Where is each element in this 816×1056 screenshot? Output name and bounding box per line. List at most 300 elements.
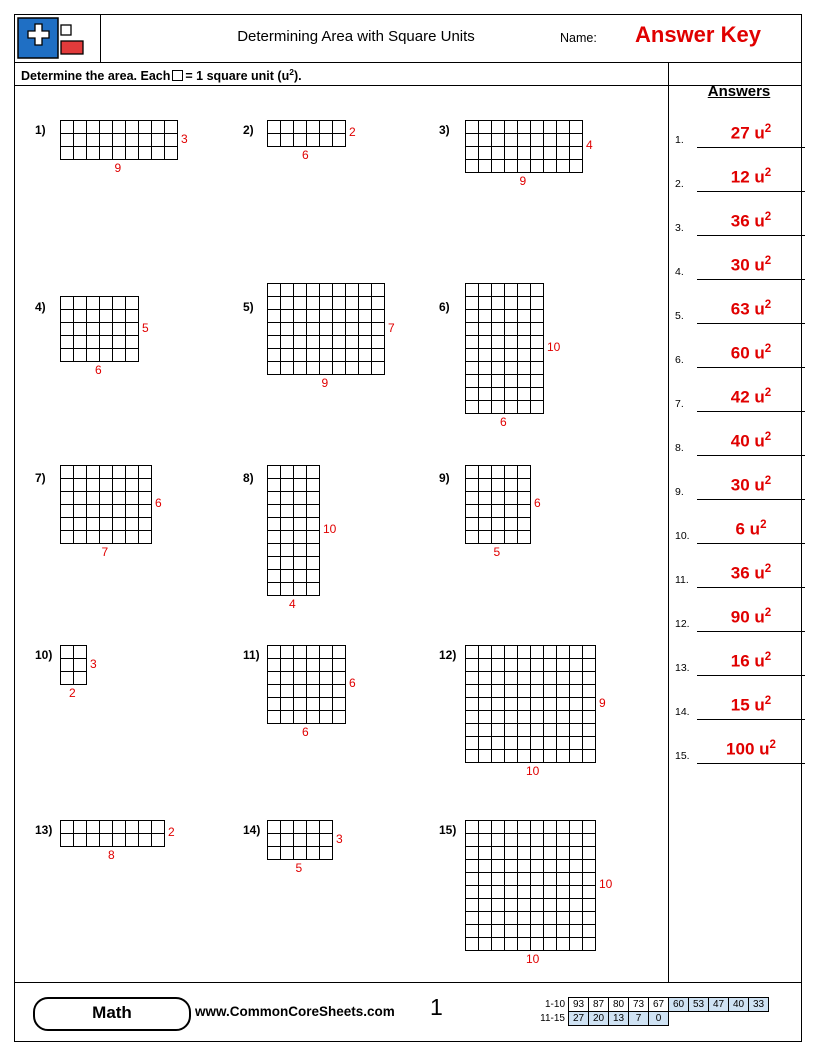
grid-cell <box>505 297 518 310</box>
answer-exponent: 2 <box>764 211 772 223</box>
grid-cell <box>294 505 307 518</box>
grid-cell <box>346 297 359 310</box>
grid-cell <box>466 388 479 401</box>
grid-cell <box>113 492 126 505</box>
grid-cell <box>505 388 518 401</box>
width-label: 9 <box>114 161 122 175</box>
grid-cell <box>61 479 74 492</box>
grid-cell <box>74 147 87 160</box>
answer-number: 7. <box>675 398 684 410</box>
grid-cell <box>346 310 359 323</box>
grid-cell <box>281 570 294 583</box>
grid-cell <box>113 323 126 336</box>
grid-cell <box>126 531 139 544</box>
subject-badge: Math <box>33 997 191 1031</box>
grid-cell <box>294 531 307 544</box>
grid-cell <box>307 685 320 698</box>
answer-line <box>697 411 805 412</box>
grid-cell <box>505 505 518 518</box>
width-label: 9 <box>519 174 527 188</box>
grid-cell <box>165 121 178 134</box>
answer-exponent: 2 <box>764 255 772 267</box>
grid-cell <box>570 672 583 685</box>
grid-cell <box>281 544 294 557</box>
grid-cell <box>268 531 281 544</box>
page-title: Determining Area with Square Units <box>237 28 475 45</box>
grid-cell <box>570 925 583 938</box>
grid-cell <box>113 518 126 531</box>
grid-cell <box>505 336 518 349</box>
grid-cell <box>139 134 152 147</box>
grid-cell <box>61 821 74 834</box>
grid-cell <box>359 310 372 323</box>
grid-cell <box>583 938 596 951</box>
grid-cell <box>505 860 518 873</box>
problem-grid <box>267 283 385 375</box>
grid-cell <box>466 349 479 362</box>
grid-cell <box>544 698 557 711</box>
grid-cell <box>268 362 281 375</box>
grid-cell <box>557 134 570 147</box>
grid-cell <box>281 505 294 518</box>
grid-cell <box>531 646 544 659</box>
grid-cell <box>518 659 531 672</box>
grid-cell <box>570 938 583 951</box>
grid-cell <box>281 698 294 711</box>
grid-cell <box>505 834 518 847</box>
grid-cell <box>466 821 479 834</box>
grid-cell <box>479 925 492 938</box>
grid-cell <box>544 860 557 873</box>
grid-cell <box>61 323 74 336</box>
grid-cell <box>518 323 531 336</box>
grid-cell <box>320 310 333 323</box>
grid-cell <box>557 834 570 847</box>
answer-line <box>697 367 805 368</box>
grid-cell <box>126 518 139 531</box>
score-table <box>535 997 769 1026</box>
grid-cell <box>518 899 531 912</box>
grid-cell <box>518 711 531 724</box>
problem-grid <box>60 820 165 847</box>
grid-cell <box>268 121 281 134</box>
grid-cell <box>531 362 544 375</box>
grid-cell <box>531 310 544 323</box>
grid-cell <box>294 362 307 375</box>
grid-cell <box>113 821 126 834</box>
grid-cell <box>518 492 531 505</box>
grid-cell <box>359 336 372 349</box>
grid-cell <box>557 750 570 763</box>
problem-grid <box>267 645 346 724</box>
grid-cell <box>74 821 87 834</box>
grid-cell <box>531 724 544 737</box>
grid-cell <box>165 134 178 147</box>
grid-cell <box>479 531 492 544</box>
grid-cell <box>74 659 87 672</box>
answer-row <box>675 379 805 421</box>
grid-cell <box>333 297 346 310</box>
grid-cell <box>531 297 544 310</box>
grid-cell <box>307 297 320 310</box>
problem-number: 8) <box>243 471 254 485</box>
grid-cell <box>139 492 152 505</box>
grid-cell <box>518 821 531 834</box>
grid-cell <box>333 284 346 297</box>
grid-cell <box>126 505 139 518</box>
grid-cell <box>479 362 492 375</box>
grid-cell <box>268 847 281 860</box>
grid-cell <box>126 821 139 834</box>
width-label: 5 <box>295 861 303 875</box>
grid-cell <box>126 121 139 134</box>
score-cell: 80 <box>609 998 629 1012</box>
width-label: 10 <box>526 764 540 778</box>
grid-cell <box>466 310 479 323</box>
grid-cell <box>61 518 74 531</box>
grid-cell <box>479 698 492 711</box>
grid-cell <box>113 834 126 847</box>
grid-cell <box>557 938 570 951</box>
grid-cell <box>74 492 87 505</box>
grid-cell <box>544 659 557 672</box>
grid-cell <box>544 925 557 938</box>
grid-cell <box>466 899 479 912</box>
answer-line <box>697 499 805 500</box>
grid-cell <box>492 121 505 134</box>
grid-cell <box>87 505 100 518</box>
problem-number: 1) <box>35 123 46 137</box>
answer-row <box>675 643 805 685</box>
grid-cell <box>281 518 294 531</box>
grid-cell <box>268 685 281 698</box>
grid-cell <box>492 646 505 659</box>
answer-exponent: 2 <box>764 563 772 575</box>
grid-cell <box>74 349 87 362</box>
grid-cell <box>518 134 531 147</box>
grid-cell <box>479 518 492 531</box>
grid-cell <box>505 938 518 951</box>
grid-cell <box>152 134 165 147</box>
grid-cell <box>346 336 359 349</box>
grid-cell <box>518 737 531 750</box>
grid-cell <box>320 698 333 711</box>
height-label: 2 <box>349 125 356 139</box>
answer-value: 15 $u^2$ <box>730 695 772 715</box>
grid-cell <box>583 646 596 659</box>
grid-cell <box>479 375 492 388</box>
grid-cell <box>466 297 479 310</box>
grid-cell <box>466 531 479 544</box>
grid-cell <box>372 349 385 362</box>
grid-cell <box>320 711 333 724</box>
score-cell: 53 <box>689 998 709 1012</box>
grid-cell <box>544 672 557 685</box>
width-label: 6 <box>95 363 102 377</box>
grid-cell <box>531 659 544 672</box>
grid-cell <box>281 336 294 349</box>
grid-cell <box>544 711 557 724</box>
grid-cell <box>139 518 152 531</box>
answer-line <box>697 191 805 192</box>
grid-cell <box>492 531 505 544</box>
answer-number: 15. <box>675 750 690 762</box>
grid-cell <box>466 750 479 763</box>
answer-value: 36 $u^2$ <box>730 211 772 231</box>
answer-exponent: 2 <box>764 167 772 179</box>
height-label: 3 <box>181 131 188 146</box>
grid-cell <box>466 925 479 938</box>
grid-cell <box>492 388 505 401</box>
grid-cell <box>268 834 281 847</box>
instruction-text-2: = 1 square unit (u <box>185 69 290 84</box>
answer-number: 8. <box>675 442 684 454</box>
grid-cell <box>492 323 505 336</box>
grid-cell <box>346 362 359 375</box>
answer-row <box>675 511 805 553</box>
grid-cell <box>570 121 583 134</box>
grid-cell <box>268 323 281 336</box>
grid-cell <box>531 912 544 925</box>
grid-cell <box>307 847 320 860</box>
grid-cell <box>87 466 100 479</box>
grid-cell <box>466 362 479 375</box>
grid-cell <box>333 121 346 134</box>
grid-cell <box>557 912 570 925</box>
answer-line <box>697 587 805 588</box>
grid-cell <box>307 531 320 544</box>
grid-cell <box>61 297 74 310</box>
grid-cell <box>268 583 281 596</box>
grid-cell <box>570 698 583 711</box>
grid-cell <box>570 659 583 672</box>
score-cell: 60 <box>669 998 689 1012</box>
grid-cell <box>320 834 333 847</box>
grid-cell <box>307 362 320 375</box>
grid-cell <box>492 834 505 847</box>
grid-cell <box>544 160 557 173</box>
grid-cell <box>583 724 596 737</box>
grid-cell <box>307 544 320 557</box>
grid-cell <box>294 646 307 659</box>
grid-cell <box>61 147 74 160</box>
grid-cell <box>505 121 518 134</box>
grid-cell <box>281 646 294 659</box>
grid-cell <box>61 466 74 479</box>
width-label: 5 <box>493 545 501 559</box>
problem-grid <box>465 820 596 951</box>
grid-cell <box>307 834 320 847</box>
grid-cell <box>479 323 492 336</box>
grid-cell <box>492 375 505 388</box>
grid-cell <box>479 821 492 834</box>
grid-cell <box>126 479 139 492</box>
grid-cell <box>307 336 320 349</box>
grid-cell <box>479 886 492 899</box>
width-label: 6 <box>500 415 507 429</box>
grid-cell <box>346 349 359 362</box>
grid-cell <box>307 479 320 492</box>
answers-heading: Answers <box>707 83 771 100</box>
answer-number: 2. <box>675 178 684 190</box>
grid-cell <box>333 362 346 375</box>
answer-exponent: 2 <box>769 739 776 751</box>
grid-cell <box>307 310 320 323</box>
grid-cell <box>113 147 126 160</box>
grid-cell <box>544 938 557 951</box>
grid-cell <box>583 899 596 912</box>
grid-cell <box>100 310 113 323</box>
grid-cell <box>505 401 518 414</box>
grid-cell <box>113 505 126 518</box>
grid-cell <box>518 479 531 492</box>
answer-number: 9. <box>675 486 684 498</box>
grid-cell <box>61 834 74 847</box>
height-label: 6 <box>534 496 541 510</box>
grid-cell <box>505 323 518 336</box>
height-label: 7 <box>388 320 395 335</box>
answer-row <box>675 467 805 509</box>
grid-cell <box>466 375 479 388</box>
grid-cell <box>557 147 570 160</box>
answer-value: 60 $u^2$ <box>730 343 772 363</box>
grid-cell <box>479 310 492 323</box>
grid-cell <box>531 938 544 951</box>
grid-cell <box>74 297 87 310</box>
grid-cell <box>505 531 518 544</box>
grid-cell <box>492 698 505 711</box>
grid-cell <box>113 121 126 134</box>
answer-value: 100 $u^2$ <box>726 739 776 759</box>
width-label: 4 <box>289 597 296 611</box>
grid-cell <box>492 466 505 479</box>
grid-cell <box>281 847 294 860</box>
name-label: Name: <box>560 31 597 45</box>
grid-cell <box>492 160 505 173</box>
grid-cell <box>307 698 320 711</box>
grid-cell <box>74 323 87 336</box>
grid-cell <box>531 349 544 362</box>
grid-cell <box>100 466 113 479</box>
grid-cell <box>268 479 281 492</box>
worksheet-page <box>14 14 802 1042</box>
score-cell: 93 <box>569 998 589 1012</box>
answer-row <box>675 203 805 245</box>
score-cell: 73 <box>629 998 649 1012</box>
grid-cell <box>74 479 87 492</box>
grid-cell <box>372 323 385 336</box>
grid-cell <box>359 362 372 375</box>
grid-cell <box>570 147 583 160</box>
grid-cell <box>544 899 557 912</box>
column-divider <box>668 63 669 983</box>
width-label: 2 <box>69 686 76 700</box>
grid-cell <box>320 821 333 834</box>
grid-cell <box>466 518 479 531</box>
grid-cell <box>544 646 557 659</box>
grid-cell <box>87 492 100 505</box>
answer-number: 1. <box>675 134 684 146</box>
grid-cell <box>570 847 583 860</box>
grid-cell <box>505 886 518 899</box>
grid-cell <box>320 659 333 672</box>
grid-cell <box>466 711 479 724</box>
grid-cell <box>557 724 570 737</box>
grid-cell <box>531 737 544 750</box>
grid-cell <box>294 310 307 323</box>
page-number: 1 <box>430 994 443 1020</box>
score-cell: 40 <box>729 998 749 1012</box>
grid-cell <box>505 310 518 323</box>
grid-cell <box>294 570 307 583</box>
problem-grid <box>465 283 544 414</box>
grid-cell <box>479 121 492 134</box>
grid-cell <box>479 737 492 750</box>
problem-grid <box>465 120 583 173</box>
answer-value: 40 $u^2$ <box>730 431 772 451</box>
grid-cell <box>492 938 505 951</box>
grid-cell <box>152 121 165 134</box>
grid-cell <box>359 297 372 310</box>
grid-cell <box>492 873 505 886</box>
grid-cell <box>505 492 518 505</box>
grid-cell <box>294 323 307 336</box>
problem-number: 5) <box>243 300 254 314</box>
grid-cell <box>583 886 596 899</box>
grid-cell <box>518 724 531 737</box>
grid-cell <box>281 659 294 672</box>
grid-cell <box>518 925 531 938</box>
grid-cell <box>61 336 74 349</box>
problem-number: 4) <box>35 300 46 314</box>
grid-cell <box>268 646 281 659</box>
grid-cell <box>307 505 320 518</box>
grid-cell <box>100 121 113 134</box>
grid-cell <box>531 698 544 711</box>
grid-cell <box>126 492 139 505</box>
problem-number: 9) <box>439 471 450 485</box>
grid-cell <box>126 336 139 349</box>
grid-cell <box>346 323 359 336</box>
grid-cell <box>583 821 596 834</box>
answer-number: 12. <box>675 618 690 630</box>
grid-cell <box>492 925 505 938</box>
answer-row <box>675 423 805 465</box>
grid-cell <box>466 505 479 518</box>
grid-cell <box>479 659 492 672</box>
grid-cell <box>492 147 505 160</box>
grid-cell <box>113 479 126 492</box>
grid-cell <box>294 492 307 505</box>
grid-cell <box>531 750 544 763</box>
grid-cell <box>126 134 139 147</box>
score-cell: 20 <box>589 1012 609 1026</box>
height-label: 5 <box>142 320 149 335</box>
answer-row <box>675 731 805 773</box>
grid-cell <box>294 685 307 698</box>
grid-cell <box>531 821 544 834</box>
height-label: 3 <box>90 656 97 671</box>
grid-cell <box>359 284 372 297</box>
grid-cell <box>139 834 152 847</box>
score-cell: 67 <box>649 998 669 1012</box>
score-cell: 0 <box>649 1012 669 1026</box>
grid-cell <box>557 886 570 899</box>
grid-cell <box>505 750 518 763</box>
grid-cell <box>544 886 557 899</box>
grid-cell <box>61 672 74 685</box>
grid-cell <box>268 557 281 570</box>
